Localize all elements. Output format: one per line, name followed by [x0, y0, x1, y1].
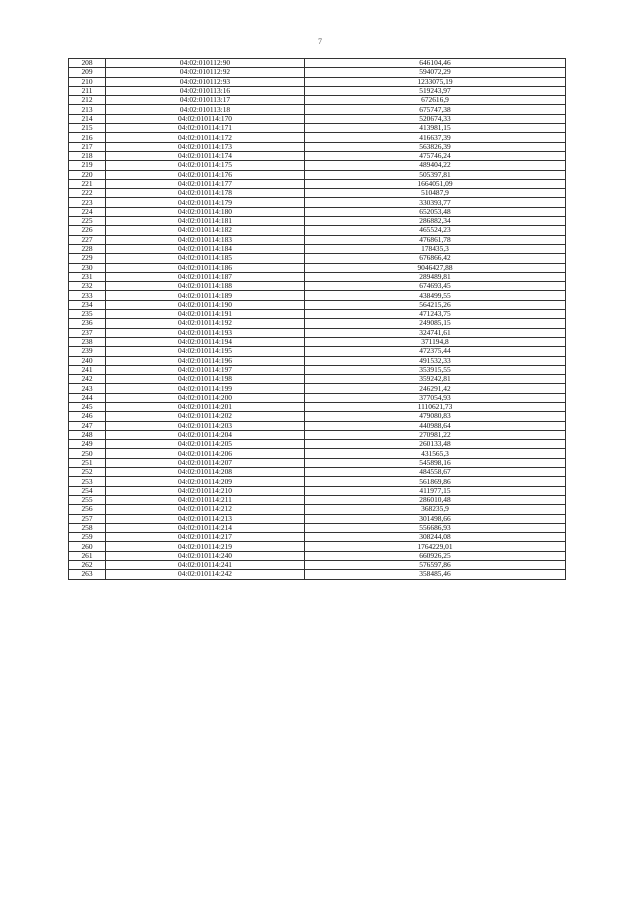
table-row	[69, 254, 566, 263]
cadastral-number-cell: 04:02:010114:183	[106, 235, 305, 244]
cadastral-number-cell: 04:02:010114:197	[106, 365, 305, 374]
value-cell: 1764229,01	[305, 542, 566, 551]
row-number-cell: 240	[69, 356, 106, 365]
row-number-cell: 214	[69, 114, 106, 123]
table-row	[69, 570, 566, 579]
cadastral-number-cell: 04:02:010114:175	[106, 161, 305, 170]
value-cell: 260133,48	[305, 440, 566, 449]
cadastral-number-cell: 04:02:010114:171	[106, 124, 305, 133]
table-row	[69, 440, 566, 449]
value-cell: 676866,42	[305, 254, 566, 263]
value-cell: 646104,46	[305, 59, 566, 68]
table-row	[69, 337, 566, 346]
table-row	[69, 170, 566, 179]
table-row	[69, 458, 566, 467]
table-row	[69, 561, 566, 570]
cadastral-number-cell: 04:02:010114:200	[106, 393, 305, 402]
row-number-cell: 236	[69, 319, 106, 328]
value-cell: 660926,25	[305, 551, 566, 560]
row-number-cell: 229	[69, 254, 106, 263]
row-number-cell: 223	[69, 198, 106, 207]
row-number-cell: 225	[69, 217, 106, 226]
value-cell: 675747,38	[305, 105, 566, 114]
value-cell: 556686,93	[305, 523, 566, 532]
table-row	[69, 59, 566, 68]
table-row	[69, 263, 566, 272]
cadastral-number-cell: 04:02:010114:181	[106, 217, 305, 226]
value-cell: 510487,9	[305, 189, 566, 198]
row-number-cell: 261	[69, 551, 106, 560]
value-cell: 520674,33	[305, 114, 566, 123]
value-cell: 353915,55	[305, 365, 566, 374]
table-row	[69, 226, 566, 235]
cadastral-number-cell: 04:02:010114:193	[106, 328, 305, 337]
value-cell: 491532,33	[305, 356, 566, 365]
value-cell: 286010,48	[305, 495, 566, 504]
value-cell: 416637,39	[305, 133, 566, 142]
table-row	[69, 412, 566, 421]
value-cell: 178435,3	[305, 244, 566, 253]
cadastral-number-cell: 04:02:010114:205	[106, 440, 305, 449]
cadastral-number-cell: 04:02:010114:173	[106, 142, 305, 151]
cadastral-number-cell: 04:02:010114:191	[106, 310, 305, 319]
value-cell: 563826,39	[305, 142, 566, 151]
table-row	[69, 523, 566, 532]
value-cell: 411977,15	[305, 486, 566, 495]
cadastral-number-cell: 04:02:010114:177	[106, 179, 305, 188]
value-cell: 476861,78	[305, 235, 566, 244]
value-cell: 564215,26	[305, 300, 566, 309]
row-number-cell: 208	[69, 59, 106, 68]
table-row	[69, 319, 566, 328]
value-cell: 438499,55	[305, 291, 566, 300]
value-cell: 324741,61	[305, 328, 566, 337]
value-cell: 672616,9	[305, 96, 566, 105]
value-cell: 270981,22	[305, 430, 566, 439]
row-number-cell: 262	[69, 561, 106, 570]
row-number-cell: 235	[69, 310, 106, 319]
table-row	[69, 514, 566, 523]
cadastral-number-cell: 04:02:010114:207	[106, 458, 305, 467]
table-row	[69, 384, 566, 393]
row-number-cell: 221	[69, 179, 106, 188]
table-row	[69, 96, 566, 105]
row-number-cell: 222	[69, 189, 106, 198]
cadastral-number-cell: 04:02:010114:170	[106, 114, 305, 123]
value-cell: 519243,97	[305, 86, 566, 95]
value-cell: 301498,66	[305, 514, 566, 523]
cadastral-number-cell: 04:02:010114:176	[106, 170, 305, 179]
cadastral-number-cell: 04:02:010114:241	[106, 561, 305, 570]
table-row	[69, 272, 566, 281]
row-number-cell: 247	[69, 421, 106, 430]
cadastral-number-cell: 04:02:010114:187	[106, 272, 305, 281]
value-cell: 371194,8	[305, 337, 566, 346]
table-row	[69, 282, 566, 291]
value-cell: 479080,83	[305, 412, 566, 421]
row-number-cell: 218	[69, 151, 106, 160]
cadastral-number-cell: 04:02:010114:174	[106, 151, 305, 160]
row-number-cell: 212	[69, 96, 106, 105]
row-number-cell: 251	[69, 458, 106, 467]
row-number-cell: 230	[69, 263, 106, 272]
row-number-cell: 246	[69, 412, 106, 421]
table-row	[69, 477, 566, 486]
row-number-cell: 239	[69, 347, 106, 356]
cadastral-number-cell: 04:02:010114:188	[106, 282, 305, 291]
cadastral-number-cell: 04:02:010113:18	[106, 105, 305, 114]
row-number-cell: 257	[69, 514, 106, 523]
value-cell: 1233075,19	[305, 77, 566, 86]
table-row	[69, 421, 566, 430]
value-cell: 561869,86	[305, 477, 566, 486]
table-row	[69, 77, 566, 86]
cadastral-number-cell: 04:02:010114:196	[106, 356, 305, 365]
cadastral-number-cell: 04:02:010114:212	[106, 505, 305, 514]
row-number-cell: 256	[69, 505, 106, 514]
cadastral-number-cell: 04:02:010114:194	[106, 337, 305, 346]
table-row	[69, 402, 566, 411]
table-row	[69, 68, 566, 77]
row-number-cell: 215	[69, 124, 106, 133]
value-cell: 359242,81	[305, 375, 566, 384]
table-row	[69, 328, 566, 337]
table-row	[69, 468, 566, 477]
table-row	[69, 449, 566, 458]
row-number-cell: 248	[69, 430, 106, 439]
cadastral-number-cell: 04:02:010114:242	[106, 570, 305, 579]
table-row	[69, 142, 566, 151]
row-number-cell: 253	[69, 477, 106, 486]
cadastral-number-cell: 04:02:010114:190	[106, 300, 305, 309]
value-cell: 358485,46	[305, 570, 566, 579]
table-row	[69, 347, 566, 356]
row-number-cell: 242	[69, 375, 106, 384]
cadastral-number-cell: 04:02:010114:172	[106, 133, 305, 142]
table-row	[69, 114, 566, 123]
table-row	[69, 365, 566, 374]
row-number-cell: 220	[69, 170, 106, 179]
cadastral-number-cell: 04:02:010113:16	[106, 86, 305, 95]
row-number-cell: 255	[69, 495, 106, 504]
value-cell: 489404,22	[305, 161, 566, 170]
value-cell: 505397,81	[305, 170, 566, 179]
row-number-cell: 254	[69, 486, 106, 495]
value-cell: 431565,3	[305, 449, 566, 458]
cadastral-number-cell: 04:02:010114:219	[106, 542, 305, 551]
cadastral-number-cell: 04:02:010112:93	[106, 77, 305, 86]
cadastral-number-cell: 04:02:010114:195	[106, 347, 305, 356]
row-number-cell: 252	[69, 468, 106, 477]
table-row	[69, 198, 566, 207]
value-cell: 249085,15	[305, 319, 566, 328]
row-number-cell: 250	[69, 449, 106, 458]
value-cell: 484558,67	[305, 468, 566, 477]
cadastral-number-cell: 04:02:010113:17	[106, 96, 305, 105]
table-row	[69, 86, 566, 95]
table-row	[69, 207, 566, 216]
table-row	[69, 393, 566, 402]
cadastral-number-cell: 04:02:010114:182	[106, 226, 305, 235]
value-cell: 246291,42	[305, 384, 566, 393]
cadastral-number-cell: 04:02:010114:192	[106, 319, 305, 328]
table-row	[69, 495, 566, 504]
row-number-cell: 241	[69, 365, 106, 374]
cadastral-number-cell: 04:02:010114:206	[106, 449, 305, 458]
table-row	[69, 161, 566, 170]
cadastral-number-cell: 04:02:010114:201	[106, 402, 305, 411]
table-row	[69, 291, 566, 300]
table-row	[69, 151, 566, 160]
row-number-cell: 237	[69, 328, 106, 337]
cadastral-number-cell: 04:02:010114:185	[106, 254, 305, 263]
value-cell: 1110621,73	[305, 402, 566, 411]
row-number-cell: 219	[69, 161, 106, 170]
table-row	[69, 486, 566, 495]
value-cell: 652053,48	[305, 207, 566, 216]
value-cell: 545898,16	[305, 458, 566, 467]
table-row	[69, 430, 566, 439]
cadastral-number-cell: 04:02:010114:199	[106, 384, 305, 393]
row-number-cell: 249	[69, 440, 106, 449]
row-number-cell: 224	[69, 207, 106, 216]
row-number-cell: 258	[69, 523, 106, 532]
table-row	[69, 244, 566, 253]
table-row	[69, 375, 566, 384]
value-cell: 465524,23	[305, 226, 566, 235]
cadastral-number-cell: 04:02:010112:92	[106, 68, 305, 77]
table-row	[69, 542, 566, 551]
cadastral-number-cell: 04:02:010114:210	[106, 486, 305, 495]
cadastral-number-cell: 04:02:010112:90	[106, 59, 305, 68]
row-number-cell: 211	[69, 86, 106, 95]
cadastral-number-cell: 04:02:010114:179	[106, 198, 305, 207]
value-cell: 289489,81	[305, 272, 566, 281]
row-number-cell: 245	[69, 402, 106, 411]
row-number-cell: 260	[69, 542, 106, 551]
cadastral-number-cell: 04:02:010114:198	[106, 375, 305, 384]
value-cell: 674693,45	[305, 282, 566, 291]
value-cell: 594072,29	[305, 68, 566, 77]
cadastral-number-cell: 04:02:010114:214	[106, 523, 305, 532]
value-cell: 413981,15	[305, 124, 566, 133]
row-number-cell: 216	[69, 133, 106, 142]
table-row	[69, 551, 566, 560]
table-row	[69, 217, 566, 226]
cadastral-number-cell: 04:02:010114:240	[106, 551, 305, 560]
row-number-cell: 227	[69, 235, 106, 244]
table-body	[69, 59, 566, 580]
table-row	[69, 189, 566, 198]
cadastral-number-cell: 04:02:010114:204	[106, 430, 305, 439]
cadastral-number-cell: 04:02:010114:213	[106, 514, 305, 523]
cadastral-number-cell: 04:02:010114:184	[106, 244, 305, 253]
value-cell: 1664051,09	[305, 179, 566, 188]
cadastral-number-cell: 04:02:010114:180	[106, 207, 305, 216]
cadastral-number-cell: 04:02:010114:208	[106, 468, 305, 477]
value-cell: 475746,24	[305, 151, 566, 160]
value-cell: 286882,34	[305, 217, 566, 226]
table-row	[69, 356, 566, 365]
row-number-cell: 228	[69, 244, 106, 253]
table-row	[69, 133, 566, 142]
row-number-cell: 210	[69, 77, 106, 86]
row-number-cell: 209	[69, 68, 106, 77]
table-row	[69, 533, 566, 542]
row-number-cell: 232	[69, 282, 106, 291]
table-row	[69, 235, 566, 244]
value-cell: 472375,44	[305, 347, 566, 356]
cadastral-number-cell: 04:02:010114:203	[106, 421, 305, 430]
cadastral-number-cell: 04:02:010114:217	[106, 533, 305, 542]
value-cell: 368235,9	[305, 505, 566, 514]
table-row	[69, 105, 566, 114]
cadastral-number-cell: 04:02:010114:186	[106, 263, 305, 272]
row-number-cell: 259	[69, 533, 106, 542]
row-number-cell: 244	[69, 393, 106, 402]
row-number-cell: 243	[69, 384, 106, 393]
row-number-cell: 231	[69, 272, 106, 281]
value-cell: 9046427,88	[305, 263, 566, 272]
cadastral-number-cell: 04:02:010114:202	[106, 412, 305, 421]
table-row	[69, 300, 566, 309]
value-cell: 471243,75	[305, 310, 566, 319]
table-row	[69, 310, 566, 319]
value-cell: 330393,77	[305, 198, 566, 207]
row-number-cell: 263	[69, 570, 106, 579]
row-number-cell: 238	[69, 337, 106, 346]
row-number-cell: 213	[69, 105, 106, 114]
value-cell: 377054,93	[305, 393, 566, 402]
row-number-cell: 217	[69, 142, 106, 151]
cadastral-number-cell: 04:02:010114:189	[106, 291, 305, 300]
value-cell: 576597,86	[305, 561, 566, 570]
cadastral-number-cell: 04:02:010114:178	[106, 189, 305, 198]
value-cell: 308244,08	[305, 533, 566, 542]
cadastral-number-cell: 04:02:010114:211	[106, 495, 305, 504]
table-row	[69, 179, 566, 188]
cadastral-number-cell: 04:02:010114:209	[106, 477, 305, 486]
table-row	[69, 505, 566, 514]
page-number: 7	[318, 37, 322, 46]
data-table	[68, 58, 566, 580]
value-cell: 440988,64	[305, 421, 566, 430]
row-number-cell: 226	[69, 226, 106, 235]
row-number-cell: 233	[69, 291, 106, 300]
table-row	[69, 124, 566, 133]
row-number-cell: 234	[69, 300, 106, 309]
